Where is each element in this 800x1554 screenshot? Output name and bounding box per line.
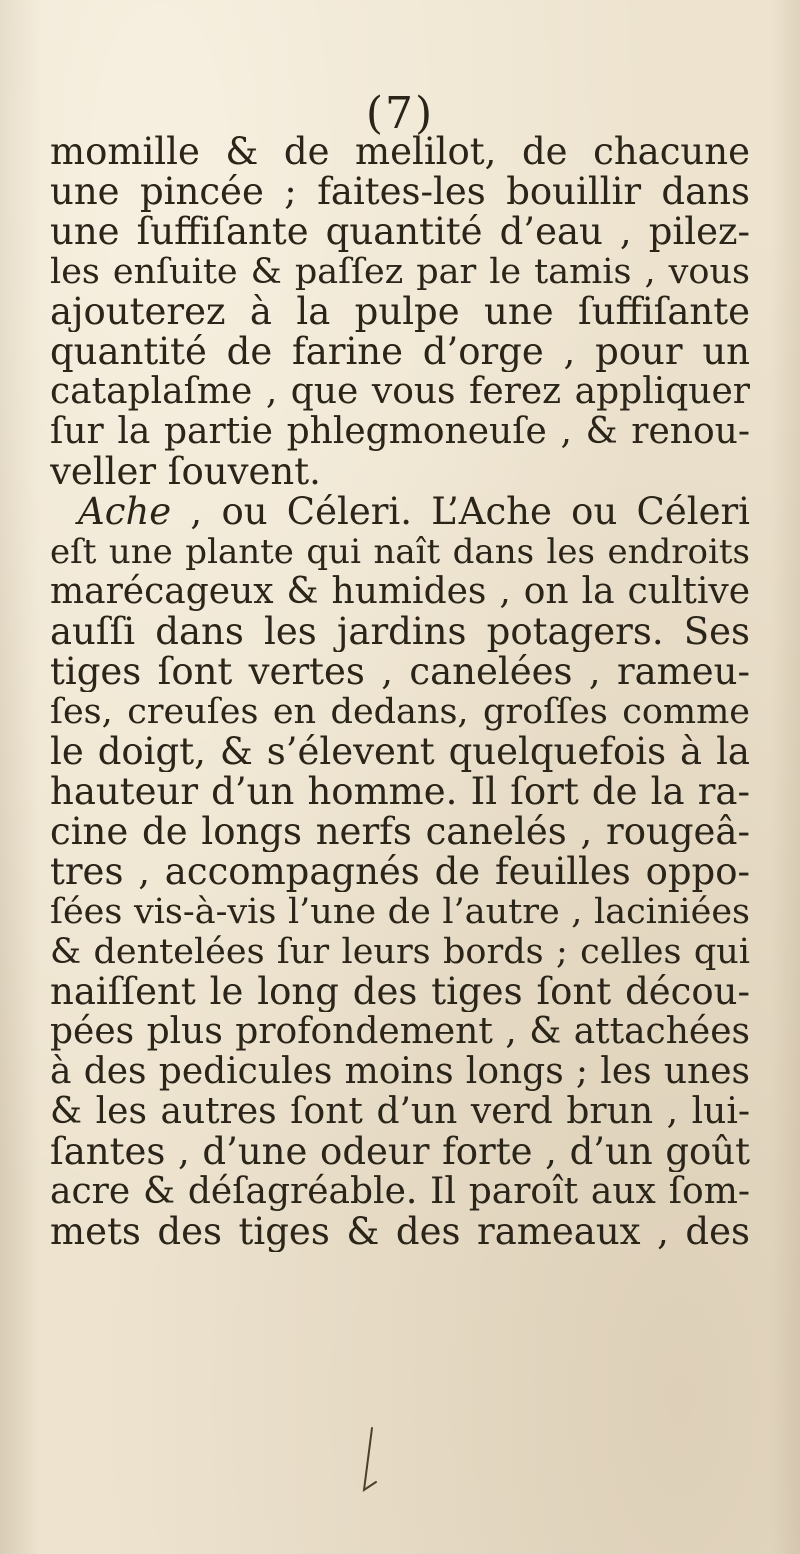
text-line (50, 1092, 750, 1132)
line-text: & les autres ſont d’un verd brun , lui- (50, 1092, 750, 1132)
line-text: ſées vis-à-vis l’une de l’autre , laciniées (50, 892, 750, 932)
text-line (50, 772, 750, 812)
text-line (50, 652, 750, 692)
line-text: pées plus profondement , & attachées (50, 1012, 750, 1052)
line-text: momille & de melilot, de chacune (50, 132, 750, 172)
line-text: marécageux & humides , on la cultive (50, 572, 750, 612)
text-line (50, 212, 750, 252)
text-line (50, 1212, 750, 1252)
text-line (50, 172, 750, 212)
line-text: ſes, creuſes en dedans, groſſes comme (50, 692, 750, 732)
ink-mark (350, 1420, 390, 1530)
text-line (50, 1132, 750, 1172)
text-line (50, 332, 750, 372)
line-text: ſantes , d’une odeur forte , d’un goût (50, 1132, 750, 1172)
line-text: le doigt, & s’élevent quelquefois à la (50, 732, 750, 772)
text-line (50, 932, 750, 972)
line-text: naiſſent le long des tiges ſont décou- (50, 972, 750, 1012)
text-line (50, 852, 750, 892)
line-text: une pincée ; faites-les bouillir dans (50, 172, 750, 212)
text-line (50, 812, 750, 852)
line-text: ſur la partie phlegmoneuſe , & renou- (50, 412, 750, 452)
line-text: acre & déſagréable. Il paroît aux ſom- (50, 1172, 750, 1212)
line-text: auſſi dans les jardins potagers. Ses (50, 612, 750, 652)
line-text: veller ſouvent. (50, 452, 321, 492)
line-text: cine de longs nerfs canelés , rougeâ- (50, 812, 750, 852)
text-line (50, 692, 750, 732)
line-text: , ou Céleri. L’Ache ou Céleri (171, 492, 750, 532)
line-text: hauteur d’un homme. Il ſort de la ra- (50, 772, 750, 812)
text-line (50, 372, 750, 412)
line-text: & dentelées ſur leurs bords ; celles qui (50, 932, 750, 972)
line-text: les enſuite & paſſez par le tamis , vous (50, 252, 750, 292)
text-line (50, 132, 750, 172)
text-line (50, 572, 750, 612)
italic-term: Ache (78, 492, 172, 532)
text-line (50, 1012, 750, 1052)
line-text: cataplaſme , que vous ferez appliquer (50, 372, 750, 412)
text-line (50, 492, 750, 532)
line-text: ajouterez à la pulpe une ſuffiſante (50, 292, 750, 332)
text-line (50, 1172, 750, 1212)
line-text: eſt une plante qui naît dans les endroits (50, 532, 750, 572)
line-text: tiges ſont vertes , canelées , rameu- (50, 652, 750, 692)
page-number: (7) (365, 88, 435, 139)
text-line (50, 972, 750, 1012)
line-text: une ſuffiſante quantité d’eau , pilez- (50, 212, 750, 252)
text-line (50, 532, 750, 572)
text-line (50, 412, 750, 452)
text-line (50, 612, 750, 652)
line-text: quantité de farine d’orge , pour un (50, 332, 750, 372)
body-text (50, 132, 750, 1252)
text-line (50, 452, 750, 492)
line-text: tres , accompagnés de feuilles oppo- (50, 852, 750, 892)
text-line (50, 732, 750, 772)
line-text: mets des tiges & des rameaux , des (50, 1212, 750, 1252)
text-line (50, 1052, 750, 1092)
text-line (50, 292, 750, 332)
text-line (50, 892, 750, 932)
line-text: à des pedicules moins longs ; les unes (50, 1052, 750, 1092)
text-line (50, 252, 750, 292)
